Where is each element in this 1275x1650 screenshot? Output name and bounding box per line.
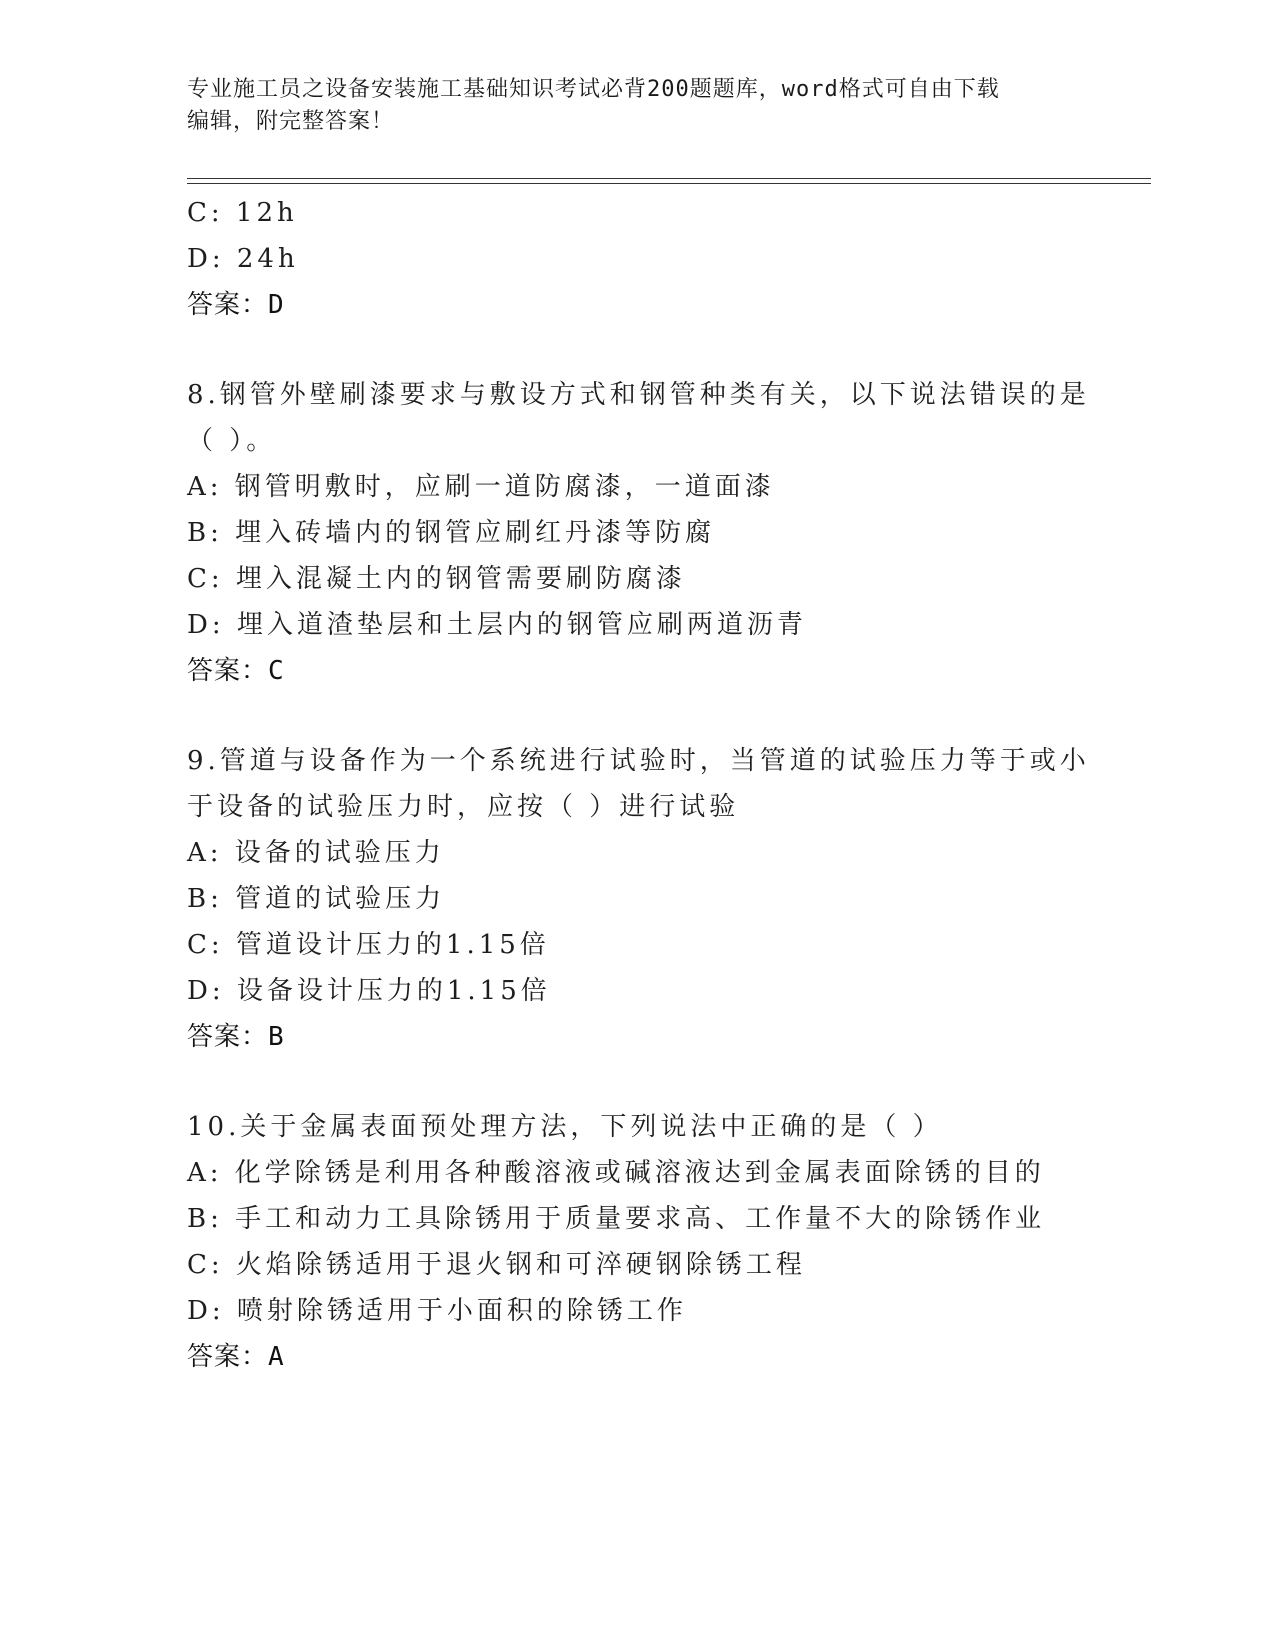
question-stem-continued: （ ）。 [187, 426, 277, 456]
option-d: D: 设备设计压力的1.15倍 [187, 976, 551, 1006]
option-b: B: 管道的试验压力 [187, 884, 446, 914]
option-a: A: 化学除锈是利用各种酸溶液或碱溶液达到金属表面除锈的目的 [187, 1158, 1045, 1188]
page-header [187, 74, 1067, 138]
answer-label: 答案： [187, 656, 269, 686]
header-line-2: 编辑，附完整答案！ [187, 109, 395, 134]
option-c: C: 12h [187, 198, 298, 228]
header-divider-top [187, 178, 1151, 179]
option-d: D: 喷射除锈适用于小面积的除锈工作 [187, 1296, 687, 1326]
answer-value: C [268, 656, 285, 686]
question-stem: 9.管道与设备作为一个系统进行试验时，当管道的试验压力等于或小 [187, 746, 1090, 776]
option-c: C: 埋入混凝土内的钢管需要刷防腐漆 [187, 564, 686, 594]
option-d: D: 24h [187, 244, 299, 274]
option-b: B: 埋入砖墙内的钢管应刷红丹漆等防腐 [187, 518, 716, 548]
header-line-1: 专业施工员之设备安装施工基础知识考试必背200题题库，word格式可自由下载 [187, 77, 1000, 102]
option-b: B: 手工和动力工具除锈用于质量要求高、工作量不大的除锈作业 [187, 1204, 1046, 1234]
question-10 [187, 1104, 1087, 1380]
answer-value: D [268, 290, 285, 320]
question-7 [187, 190, 1087, 328]
answer-value: A [268, 1342, 285, 1372]
answer-label: 答案： [187, 290, 269, 320]
option-d: D: 埋入道渣垫层和土层内的钢管应刷两道沥青 [187, 610, 807, 640]
header-divider-bottom [187, 183, 1151, 184]
option-c: C: 管道设计压力的1.15倍 [187, 930, 550, 960]
answer-label: 答案： [187, 1022, 269, 1052]
question-list [187, 190, 1090, 1380]
answer-line [187, 1014, 1087, 1060]
question-stem: 8.钢管外壁刷漆要求与敷设方式和钢管种类有关，以下说法错误的是 [187, 380, 1090, 410]
question-stem-continued: 于设备的试验压力时，应按（ ）进行试验 [187, 792, 740, 822]
option-a: A: 设备的试验压力 [187, 838, 445, 868]
question-9 [187, 738, 1090, 1060]
question-stem: 10.关于金属表面预处理方法，下列说法中正确的是（ ） [187, 1112, 943, 1142]
answer-value: B [268, 1022, 285, 1052]
answer-line [187, 282, 1087, 328]
option-c: C: 火焰除锈适用于退火钢和可淬硬钢除锈工程 [187, 1250, 806, 1280]
question-8 [187, 372, 1090, 694]
answer-line [187, 648, 1087, 694]
answer-label: 答案： [187, 1342, 269, 1372]
answer-line [187, 1334, 1087, 1380]
option-a: A: 钢管明敷时，应刷一道防腐漆，一道面漆 [187, 472, 775, 502]
